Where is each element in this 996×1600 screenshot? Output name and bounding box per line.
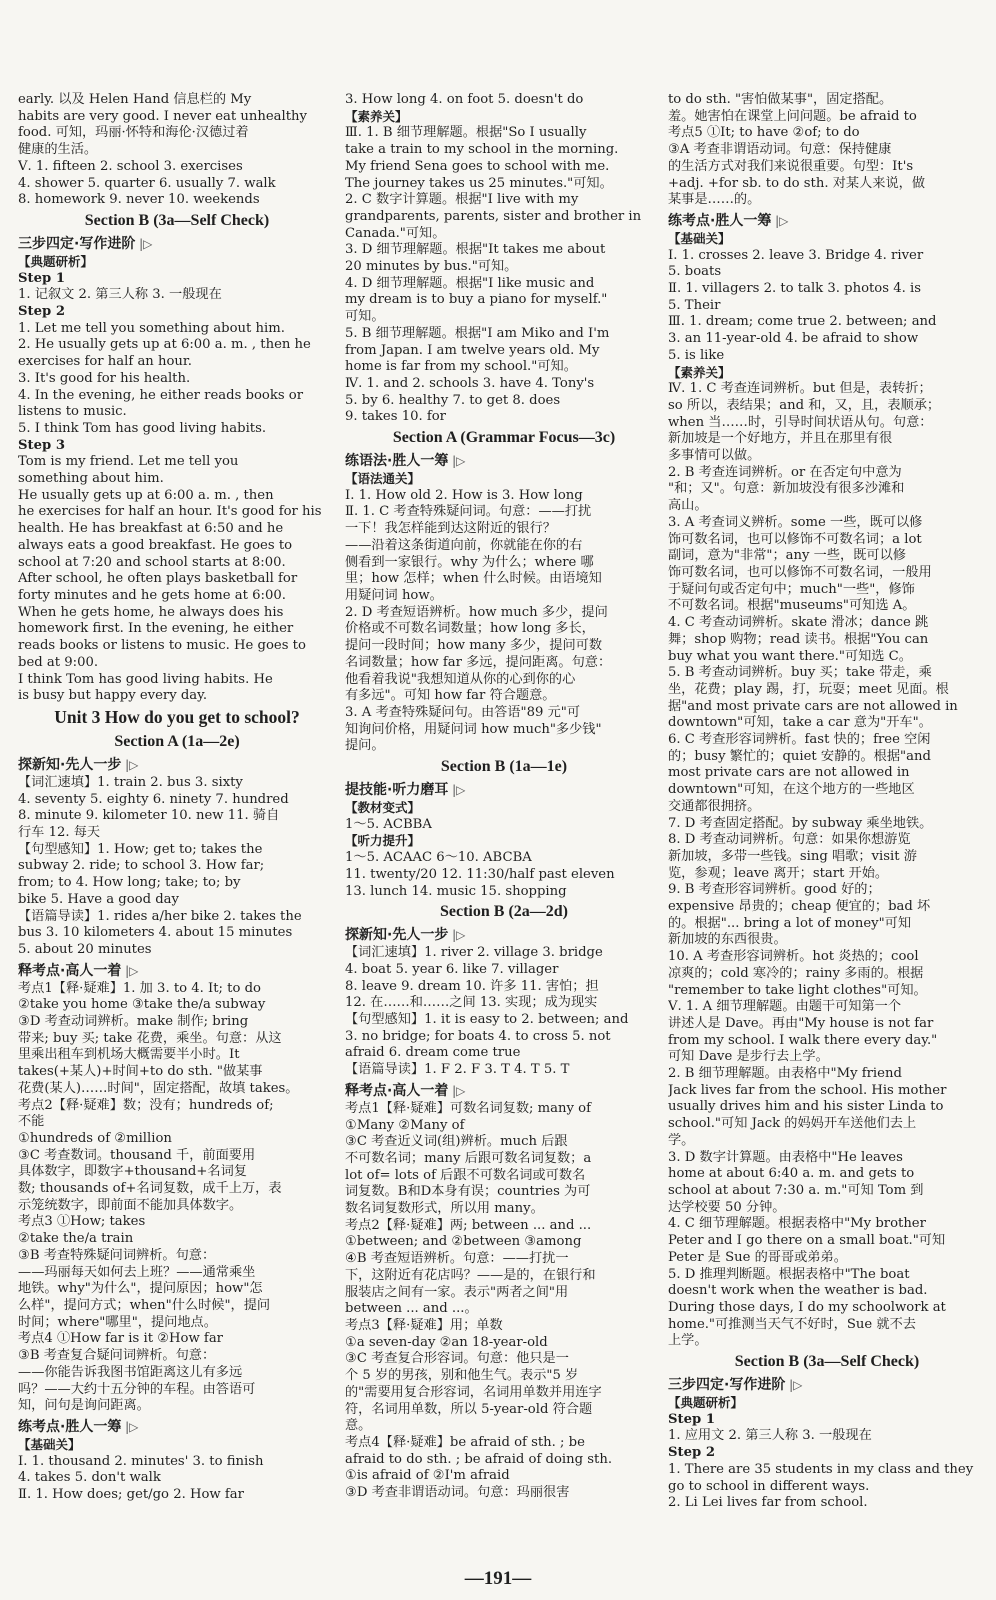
text-line: 新加坡是一个好地方，并且在那里有很 [668,431,893,447]
bracket-label: 【基础关】 [18,1436,81,1452]
text-line: 13. lunch 14. music 15. shopping [345,883,567,899]
text-line: Jack lives far from the school. His mother [668,1082,947,1098]
text-line: 10. A 考查形容词辨析。hot 炎热的；cool [668,949,919,965]
text-line: from Japan. I am twelve years old. My [345,342,600,358]
text-line: school."可知 Jack 的妈妈开车送他们去上 [668,1116,917,1132]
text-line: 8. minute 9. kilometer 10. new 11. 骑自 [18,808,280,824]
text-line: 2. C 数字计算题。根据"I live with my [345,192,579,208]
text-line: Ⅰ. 1. How old 2. How is 3. How long [345,487,583,503]
text-line: he exercises for half an hour. It's good for his [18,504,322,520]
text-line: 3. an 11-year-old 4. be afraid to show [668,331,919,347]
text-line: ①Many ②Many of [345,1117,465,1133]
text-line: 侧看到一家银行。why 为什么；where 哪 [345,554,594,570]
text-line: from my school. I walk there every day." [668,1032,938,1048]
text-line: 下，这附近有花店吗？——是的，在银行和 [345,1267,596,1283]
text-line: 11. twenty/20 12. 11:30/half past eleven [345,866,615,882]
text-line: 数名词复数形式，所以用 many。 [345,1201,544,1217]
text-line: 1. There are 35 students in my class and they [668,1461,974,1477]
text-line: ——玛丽每天如何去上班？——通常乘坐 [18,1264,256,1280]
text-line: ①hundreds of ②million [18,1130,172,1146]
text-line: ③B 考查特殊疑问词辨析。句意： [18,1247,216,1263]
text-line: 可知 Dave 是步行去上学。 [668,1049,829,1065]
text-line: 5. by 6. healthy 7. to get 8. does [345,392,561,408]
text-line: subway 2. ride; to school 3. How far; [18,858,265,874]
text-line: food. 可知，玛丽·怀特和海伦·汉德过着 [18,125,249,141]
text-line: 舞；shop 购物；read 读书。根据"You can [668,631,929,647]
text-line: 2. B 考查连词辨析。or 在否定句中意为 [668,464,902,480]
text-line: 1. 应用文 2. 第三人称 3. 一般现在 [668,1428,872,1444]
text-line: 的；busy 繁忙的；quiet 安静的。根据"and [668,748,931,764]
text-line: 新加坡，多带一些钱。sing 唱歌；visit 游 [668,848,917,864]
text-line: 【语篇导读】1. F 2. F 3. T 4. T 5. T [345,1062,570,1078]
text-line: 4. C 细节理解题。根据表格中"My brother [668,1216,926,1232]
bracket-label: 【典题研析】 [668,1395,744,1411]
text-line: 【词汇速填】1. river 2. village 3. bridge [345,945,603,961]
bracket-label: 【素养关】 [668,364,731,380]
text-line: downtown"可知，take a car 意为"开车"。 [668,715,932,731]
text-line: 5. I think Tom has good living habits. [18,420,267,436]
text-line: Ⅳ. 1. C 考查连词辨析。but 但是，表转折； [668,381,932,397]
bracket-label: 【教材变式】 [345,800,421,816]
text-line: 考点1【释·疑难】1. 加 3. to 4. It; to do [18,980,261,996]
subsection-heading: 提技能·听力磨耳 |▷ [345,780,663,800]
text-line: bike 5. Have a good day [18,891,179,907]
text-line: 坐，花费；play 踢，打，玩耍；meet 见面。根 [668,681,949,697]
text-line: 多事情可以做。 [668,448,761,464]
text-line: 提问一段时间；how many 多少，提问可数 [345,638,603,654]
text-line: my dream is to buy a piano for myself." [345,292,608,308]
text-line: school at 7:20 and school starts at 8:00. [18,554,286,570]
text-line: 4. shower 5. quarter 6. usually 7. walk [18,175,276,191]
column-middle [345,92,663,1562]
step-label: Step 2 [18,304,65,320]
text-line: 4. seventy 5. eighty 6. ninety 7. hundred [18,791,289,807]
text-line: 览，参观；leave 离开；start 开始。 [668,865,889,881]
text-line: school at about 7:30 a. m."可知 Tom 到 [668,1183,924,1198]
text-line: "remember to take light clothes"可知。 [668,982,927,998]
text-line: always eats a good breakfast. He goes to [18,537,293,553]
section-heading: Section B (2a—2d) [440,903,568,921]
page-number: —191— [464,1568,532,1589]
text-line: Ⅰ. 1. crosses 2. leave 3. Bridge 4. river [668,247,924,263]
text-line: 3. How long 4. on foot 5. doesn't do [345,92,584,107]
subsection-heading: 练考点·胜人一筹 |▷ [18,1417,336,1437]
text-line: Ⅲ. 1. dream; come true 2. between; and [668,314,937,330]
text-line: Ⅱ. 1. C 考查特殊疑问词。句意：——打扰 [345,504,592,520]
text-line: 一下！我怎样能到达这附近的银行？ [345,521,556,537]
text-line: 地铁。why"为什么"，提问原因；how"怎 [18,1281,263,1297]
text-line: 3. A 考查特殊疑问句。由答语"89 元"可 [345,704,581,720]
text-line: 词复数。B和D本身有误；countries 为可 [345,1184,591,1200]
text-line: ①a seven-day ②an 18-year-old [345,1334,548,1350]
bracket-label: 【基础关】 [668,230,731,246]
text-line: Tom is my friend. Let me tell you [18,454,239,470]
section-heading: Section A (1a—2e) [114,732,240,750]
step-label: Step 1 [18,270,65,286]
text-line: usually drives him and his sister Linda to [668,1099,944,1115]
text-line: 不可数名词。根据"museums"可知选 A。 [668,598,916,614]
text-line: 1～5. ACAAC 6～10. ABCBA [345,850,532,866]
text-line: forty minutes and he gets home at 6:00. [18,587,286,603]
text-line: The journey takes us 25 minutes."可知。 [345,175,613,191]
text-line: 5. B 细节理解题。根据"I am Miko and I'm [345,325,610,341]
text-line: 不能 [18,1114,45,1130]
text-line: 9. B 考查形容词辨析。good 好的； [668,882,881,898]
text-line: He usually gets up at 6:00 a. m. , then [18,487,274,503]
text-line: Ⅱ. 1. How does; get/go 2. How far [18,1487,244,1503]
text-line: 8. leave 9. dream 10. 许多 11. 害怕；担 [345,978,599,994]
text-line: 新加坡的东西很贵。 [668,932,787,948]
text-line: Canada."可知。 [345,225,446,241]
text-line: home is far from my school."可知。 [345,359,577,375]
text-line: ④B 考查短语辨析。句意：——打扰一 [345,1251,569,1267]
text-line: ③D 考查动词辨析。make 制作; bring [18,1014,249,1030]
text-line: ③C 考查近义词(组)辨析。much 后跟 [345,1134,568,1150]
text-line: 里乘出租车到机场大概需要半小时。It [18,1047,240,1063]
text-line: 考点4【释·疑难】be afraid of sth. ; be [345,1434,585,1450]
text-line: bed at 9:00. [18,654,99,670]
text-line: 5. B 考查动词辨析。buy 买；take 带走，乘 [668,665,932,681]
text-line: 里；how 怎样；when 什么时候。由语境知 [345,571,602,587]
text-line: 么样"，提问方式；when"什么时候"，提问 [18,1298,271,1313]
text-line: My friend Sena goes to school with me. [345,158,610,174]
text-line: ③A 考查非谓语动词。句意：保持健康 [668,142,892,158]
text-line: ——沿着这条街道向前，你就能在你的右 [345,537,583,553]
text-line: 7. D 考查固定搭配。by subway 乘坐地铁。 [668,815,933,831]
text-line: 饰可数名词，也可以修饰不可数名词；a lot [668,531,922,547]
section-heading: Section B (3a—Self Check) [734,1353,920,1371]
text-line: 考点2【释·疑难】数；没有；hundreds of; [18,1097,274,1113]
text-line: I think Tom has good living habits. He [18,671,273,687]
subsection-heading: 释考点·高人一着 |▷ [18,961,336,981]
text-line: 5. Their [668,297,721,313]
subsection-heading: 三步四定·写作进阶 |▷ [668,1375,986,1395]
step-label: Step 2 [668,1445,715,1461]
text-line: Ⅲ. 1. B 细节理解题。根据"So I usually [345,125,587,141]
text-line: Peter 是 Sue 的哥哥或弟弟。 [668,1249,847,1265]
text-line: 3. D 细节理解题。根据"It takes me about [345,242,606,258]
text-line: 交通都很拥挤。 [668,798,761,814]
text-line: ③C 考查数词。thousand 千，前面要用 [18,1147,256,1163]
text-line: Peter and I go there on a small boat."可知 [668,1233,946,1249]
section-heading: Unit 3 How do you get to school? [54,706,300,727]
column-left [18,92,336,1562]
text-line: 1. Let me tell you something about him. [18,320,285,336]
text-line: 羞。她害怕在课堂上问问题。be afraid to [668,108,917,124]
text-line: grandparents, parents, sister and brother in [345,208,642,224]
text-line: 个 5 岁的男孩，别和他生气。表示"5 岁 [345,1368,579,1384]
text-line: lot of= lots of 后跟不可数名词或可数名 [345,1167,586,1183]
text-line: 带来; buy 买; take 花费，乘坐。句意：从这 [18,1030,282,1046]
text-line: 副词，意为"非常"；any 一些，既可以修 [668,548,906,564]
text-line: health. He has breakfast at 6:50 and he [18,521,284,537]
text-line: 某事是……的。 [668,192,761,208]
text-line: 提问。 [345,738,385,754]
text-line: 高山。 [668,498,708,514]
text-line: 4. D 细节理解题。根据"I like music and [345,275,595,291]
text-line: habits are very good. I never eat unhealthy [18,108,307,124]
text-line: downtown"可知，在这个地方的一些地区 [668,782,915,798]
text-line: 讲述人是 Dave。再由"My house is not far [668,1015,934,1031]
subsection-heading: 探新知·先人一步 |▷ [345,925,663,945]
text-line: 3. D 数字计算题。由表格中"He leaves [668,1149,903,1165]
text-line: listens to music. [18,404,127,420]
text-line: Ⅰ. 1. thousand 2. minutes' 3. to finish [18,1453,264,1469]
text-line: homework first. In the evening, he either [18,621,294,637]
text-line: 达学校要 50 分钟。 [668,1199,786,1215]
text-line: 考点5 ①It; to have ②of; to do [668,125,860,141]
text-line: Ⅴ. 1. fifteen 2. school 3. exercises [18,158,243,174]
text-line: ③D 考查非谓语动词。句意：玛丽很害 [345,1485,570,1501]
text-line: "和；又"。句意：新加坡没有很多沙滩和 [668,481,905,497]
text-line: 于疑问句或否定句中；much"一些"，修饰 [668,581,915,597]
text-line: 考点3 ①How; takes [18,1214,146,1230]
text-line: 4. C 考查动词辨析。skate 滑冰；dance 跳 [668,615,929,631]
text-line: early. 以及 Helen Hand 信息栏的 My [18,92,252,107]
text-line: ——你能告诉我图书馆距离这儿有多远 [18,1364,243,1380]
text-line: 行车 12. 每天 [18,825,101,841]
text-line: 2. D 考查短语辨析。how much 多少，提问 [345,604,608,620]
text-line: buy what you want there."可知选 C。 [668,648,912,664]
section-heading: Section B (1a—1e) [440,758,568,776]
text-line: 上学。 [668,1333,708,1349]
text-line: 可知。 [345,309,385,325]
text-line: 的。根据"... bring a lot of money"可知 [668,915,912,931]
text-line: 考点4 ①How far is it ②How far [18,1331,223,1347]
text-line: 5. boats [668,264,722,280]
text-line: 时间；where"哪里"，提问地点。 [18,1314,217,1330]
text-line: home."可推测当天气不好时，Sue 就不去 [668,1316,916,1332]
text-line: 知询问价格，用疑问词 how much"多少钱" [345,721,602,737]
subsection-heading: 练语法·胜人一筹 |▷ [345,451,663,471]
text-line: 2. Li Lei lives far from school. [668,1495,868,1511]
text-line: 据"and most private cars are not allowed in [668,698,958,714]
text-line: 具体数字，即数字+thousand+名词复 [18,1164,247,1180]
text-line: 【词汇速填】1. train 2. bus 3. sixty [18,774,243,790]
text-line: 吗？——大约十五分钟的车程。由答语可 [18,1381,256,1397]
text-line: 【句型感知】1. How; get to; takes the [18,841,263,857]
text-line: 用疑问词 how。 [345,587,443,603]
text-line: 饰可数名词，也可以修饰不可数名词，一般用 [668,564,932,580]
text-line: 名词数量；how far 多远，提问距离。句意： [345,654,612,670]
text-line: doesn't work when the weather is bad. [668,1283,928,1299]
text-line: 凉爽的；cold 寒冷的；rainy 多雨的。根据 [668,965,924,981]
text-line: 示笼统数字，即前面不能加具体数字。 [18,1197,243,1213]
subsection-heading: 释考点·高人一着 |▷ [345,1081,663,1101]
text-line: home at about 6:40 a. m. and gets to [668,1166,915,1182]
text-line: 4. boat 5. year 6. like 7. villager [345,961,559,977]
text-line: ①is afraid of ②I'm afraid [345,1468,510,1484]
text-line: 学。 [668,1132,695,1148]
text-line: 3. no bridge; for boats 4. to cross 5. not [345,1028,611,1044]
text-line: to do sth. "害怕做某事"，固定搭配。 [668,92,893,107]
text-line: ②take you home ③take the/a subway [18,997,266,1013]
text-line: most private cars are not allowed in [668,765,910,781]
text-line: reads books or listens to music. He goes to [18,638,306,654]
bracket-label: 【语法通关】 [345,471,421,487]
subsection-heading: 探新知·先人一步 |▷ [18,755,336,775]
text-line: afraid 6. dream come true [345,1045,521,1061]
text-line: from; to 4. How long; take; to; by [18,875,241,891]
text-line: expensive 昂贵的；cheap 便宜的；bad 坏 [668,899,931,915]
text-line: Ⅳ. 1. and 2. schools 3. have 4. Tony's [345,375,595,391]
text-line: 符，名词用单数，所以 5-year-old 符合题 [345,1401,593,1417]
bracket-label: 【听力提升】 [345,833,421,849]
text-line: bus 3. 10 kilometers 4. about 15 minutes [18,925,293,941]
bracket-label: 【素养关】 [345,108,408,124]
text-line: 8. homework 9. never 10. weekends [18,192,260,208]
text-line: afraid to do sth. ; be afraid of doing sth. [345,1451,613,1467]
text-line: Ⅱ. 1. villagers 2. to talk 3. photos 4. is [668,281,921,297]
text-line: +adj. +for sb. to do sth. 对某人来说，做 [668,175,926,191]
text-line: takes(+某人)+时间+to do sth. "做某事 [18,1064,263,1080]
text-line: 不可数名词；many 后跟可数名词复数；a [345,1150,592,1166]
text-line: During those days, I do my schoolwork at [668,1299,946,1315]
subsection-heading: 三步四定·写作进阶 |▷ [18,234,336,254]
text-line: Ⅴ. 1. A 细节理解题。由题干可知第一个 [668,999,902,1015]
text-line: 考点2【释·疑难】两; between ... and ... [345,1217,592,1233]
text-line: 9. takes 10. for [345,409,446,425]
subsection-heading: 练考点·胜人一筹 |▷ [668,211,986,231]
text-line: 3. A 考查词义辨析。some 一些，既可以修 [668,514,923,530]
text-line: between ... and ...。 [345,1301,478,1317]
text-line: 20 minutes by bus."可知。 [345,259,518,275]
text-line: 6. C 考查形容词辨析。fast 快的；free 空闲 [668,732,931,748]
text-line: 知，问句是询问距离。 [18,1398,150,1414]
text-line: exercises for half an hour. [18,354,192,370]
section-heading: Section A (Grammar Focus—3c) [392,429,616,447]
text-line: 服装店之间有一家。表示"两者之间"用 [345,1284,569,1300]
text-line: 5. is like [668,347,725,363]
text-line: 数; thousands of+名词复数，成千上万，表 [18,1181,282,1197]
text-line: take a train to my school in the morning. [345,142,619,158]
text-line: 1～5. ACBBA [345,816,432,832]
text-line: 5. D 推理判断题。根据表格中"The boat [668,1266,910,1282]
text-line: 有多远"。可知 how far 符合题意。 [345,688,556,704]
text-line: 12. 在……和……之间 13. 实现；成为现实 [345,995,598,1011]
text-line: ②take the/a train [18,1231,134,1247]
text-line: 花费(某人)……时间"，固定搭配，故填 takes。 [18,1080,299,1096]
text-line: 5. about 20 minutes [18,941,152,957]
text-line: 2. He usually gets up at 6:00 a. m. , then he [18,337,311,353]
text-line: When he gets home, he always does his [18,604,284,620]
text-line: 的生活方式对我们来说很重要。句型：It's [668,158,914,174]
step-label: Step 1 [668,1411,715,1427]
text-line: 3. It's good for his health. [18,370,191,386]
section-heading: Section B (3a—Self Check) [84,211,270,229]
text-line: 考点1【释·疑难】可数名词复数; many of [345,1100,591,1116]
text-line: 价格或不可数名词数量；how long 多长， [345,621,595,637]
step-label: Step 3 [18,437,65,453]
text-line: so 所以，表结果；and 和，又，且，表顺承； [668,397,941,413]
text-line: 【语篇导读】1. rides a/her bike 2. takes the [18,908,302,924]
text-line: 1. 记叙文 2. 第三人称 3. 一般现在 [18,287,222,303]
text-line: 2. B 细节理解题。由表格中"My friend [668,1066,902,1082]
text-line: 考点3【释·疑难】用；单数 [345,1318,503,1333]
text-line: 的"需要用复合形容词，名词用单数并用连字 [345,1384,602,1400]
text-line: when 当……时，引导时间状语从句。句意： [668,414,933,430]
text-line: 4. takes 5. don't walk [18,1470,161,1486]
text-line: is busy but happy every day. [18,688,208,704]
text-line: 意。 [345,1418,372,1434]
text-line: After school, he often plays basketball for [18,571,298,587]
text-line: 8. D 考查动词辨析。句意：如果你想游览 [668,832,911,848]
bracket-label: 【典题研析】 [18,253,94,269]
text-line: 【句型感知】1. it is easy to 2. between; and [345,1012,629,1028]
text-line: ③B 考查复合疑问词辨析。句意： [18,1348,216,1364]
text-line: 他看着我说"我想知道从你的心到你的心 [345,671,576,687]
text-line: ③C 考查复合形容词。句意：他只是一 [345,1351,569,1367]
text-line: 健康的生活。 [18,142,98,158]
text-line: something about him. [18,471,164,487]
text-line: go to school in different ways. [668,1478,870,1494]
text-line: 4. In the evening, he either reads books or [18,387,304,403]
column-right [668,92,986,1562]
text-line: ①between; and ②between ③among [345,1234,582,1250]
